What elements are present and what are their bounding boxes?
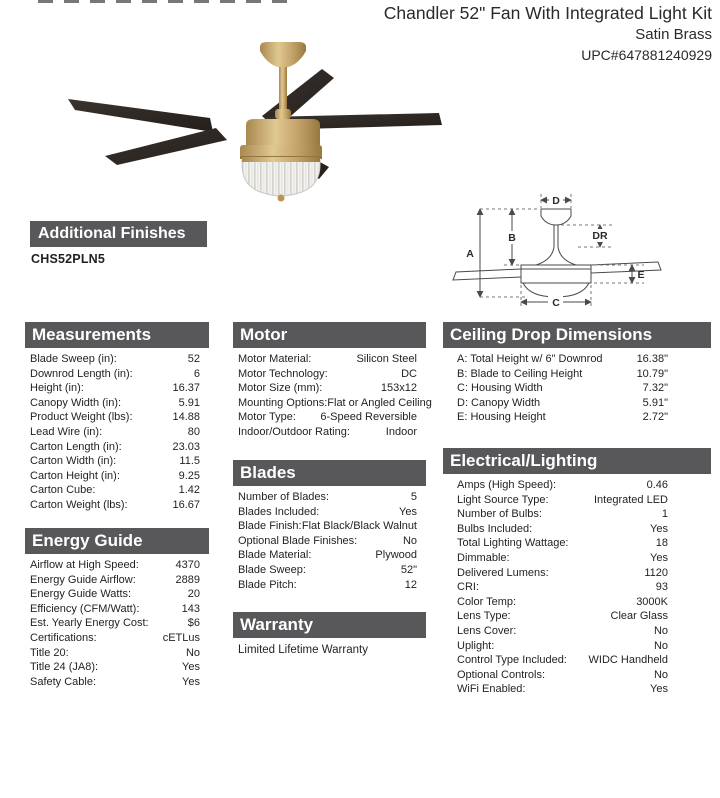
spec-label: Downrod Length (in): bbox=[30, 367, 133, 380]
spec-row bbox=[238, 396, 432, 411]
spec-value: 4370 bbox=[175, 559, 200, 571]
spec-row bbox=[30, 396, 200, 411]
additional-finishes-header: Additional Finishes bbox=[30, 221, 207, 247]
spec-value: 1120 bbox=[644, 566, 668, 579]
spec-value: Integrated LED bbox=[594, 493, 668, 506]
spec-row bbox=[457, 580, 668, 595]
spec-value: Yes bbox=[650, 551, 668, 564]
spec-row bbox=[457, 493, 668, 508]
spec-value: 52 bbox=[187, 353, 200, 365]
spec-label: B: Blade to Ceiling Height bbox=[457, 367, 583, 380]
spec-label: Carton Width (in): bbox=[30, 455, 117, 468]
spec-label: Product Weight (lbs): bbox=[30, 411, 133, 424]
spec-row bbox=[457, 551, 668, 566]
spec-value: 153x12 bbox=[380, 382, 417, 395]
electrical-lighting-header: Electrical/Lighting bbox=[443, 448, 711, 474]
spec-label: Optional Controls: bbox=[457, 668, 546, 681]
spec-row bbox=[30, 498, 200, 513]
spec-row bbox=[30, 675, 200, 690]
fan-finial bbox=[278, 195, 285, 202]
spec-value: Yes bbox=[182, 675, 200, 688]
product-image bbox=[50, 33, 490, 218]
spec-label: Motor Size (mm): bbox=[238, 382, 323, 395]
sku-code: CHS52PLN5 bbox=[31, 252, 106, 266]
spec-value: 11.5 bbox=[179, 455, 200, 468]
spec-row bbox=[457, 624, 668, 639]
spec-value: Clear Glass bbox=[610, 610, 668, 623]
spec-row bbox=[457, 410, 668, 425]
spec-value: 12 bbox=[404, 578, 417, 591]
spec-row bbox=[30, 573, 200, 588]
spec-label: Number of Bulbs: bbox=[457, 508, 542, 521]
spec-value: 16.38" bbox=[636, 353, 668, 365]
dim-label-dr: DR bbox=[592, 230, 608, 242]
spec-row bbox=[238, 505, 417, 520]
ceiling-drop-header: Ceiling Drop Dimensions bbox=[443, 322, 711, 348]
spec-value: 16.67 bbox=[172, 498, 200, 511]
spec-value: 143 bbox=[181, 602, 200, 615]
spec-row bbox=[238, 367, 417, 382]
spec-label: Optional Blade Finishes: bbox=[238, 534, 358, 547]
spec-row bbox=[30, 483, 200, 498]
spec-row bbox=[238, 548, 417, 563]
spec-row bbox=[238, 519, 417, 534]
spec-value: 16.37 bbox=[172, 382, 200, 395]
spec-value: No bbox=[653, 624, 668, 637]
warranty-header: Warranty bbox=[233, 612, 426, 638]
spec-value: DC bbox=[401, 367, 417, 380]
spec-label: Total Lighting Wattage: bbox=[457, 537, 569, 550]
spec-row bbox=[457, 507, 668, 522]
spec-value: 1 bbox=[661, 508, 668, 521]
dim-label-d: D bbox=[552, 195, 560, 207]
spec-value: 52" bbox=[400, 563, 417, 576]
spec-label: Title 24 (JA8): bbox=[30, 661, 99, 674]
spec-label: Light Source Type: bbox=[457, 493, 549, 506]
ceiling-drop-section bbox=[443, 322, 711, 425]
spec-label: Dimmable: bbox=[457, 551, 510, 564]
warranty-section bbox=[233, 612, 426, 656]
spec-label: Carton Weight (lbs): bbox=[30, 498, 128, 511]
page-title: Chandler 52" Fan With Integrated Light Kit bbox=[383, 3, 712, 23]
spec-label: Title 20: bbox=[30, 646, 69, 659]
spec-row bbox=[238, 352, 417, 367]
spec-value: 7.32" bbox=[642, 382, 668, 395]
spec-label: Carton Length (in): bbox=[30, 440, 122, 453]
spec-row bbox=[30, 425, 200, 440]
spec-label: Bulbs Included: bbox=[457, 522, 533, 535]
spec-label: Amps (High Speed): bbox=[457, 479, 557, 491]
spec-label: D: Canopy Width bbox=[457, 396, 541, 409]
motor-section bbox=[233, 322, 432, 440]
spec-label: Delivered Lumens: bbox=[457, 566, 549, 579]
spec-value: 18 bbox=[655, 537, 668, 550]
spec-row bbox=[30, 631, 200, 646]
spec-value: 1.42 bbox=[178, 484, 200, 497]
measurements-header: Measurements bbox=[25, 322, 209, 348]
cropped-brand-logo bbox=[38, 0, 290, 3]
spec-row bbox=[457, 352, 668, 367]
measurements-rows bbox=[25, 348, 209, 513]
spec-row bbox=[457, 682, 668, 697]
spec-value: 5.91 bbox=[178, 396, 200, 409]
spec-value: No bbox=[185, 646, 200, 659]
spec-row bbox=[457, 522, 668, 537]
spec-row bbox=[238, 381, 417, 396]
spec-row bbox=[30, 602, 200, 617]
spec-label: Airflow at High Speed: bbox=[30, 559, 139, 571]
diagram-blade-right bbox=[591, 262, 661, 273]
fan-motor-housing bbox=[240, 119, 322, 159]
spec-row bbox=[30, 367, 200, 382]
spec-value: No bbox=[402, 534, 417, 547]
spec-row bbox=[238, 534, 417, 549]
spec-label: Lens Type: bbox=[457, 610, 511, 623]
spec-value: Indoor bbox=[385, 425, 417, 438]
spec-row bbox=[457, 595, 668, 610]
energy-guide-section bbox=[25, 528, 209, 689]
motor-rows bbox=[233, 348, 432, 440]
spec-row bbox=[30, 469, 200, 484]
spec-label: Blade Sweep: bbox=[238, 563, 306, 576]
spec-row bbox=[30, 440, 200, 455]
spec-value: 6 bbox=[193, 367, 200, 380]
spec-row bbox=[457, 367, 668, 382]
spec-label: Mounting Options: bbox=[238, 396, 328, 409]
spec-row bbox=[238, 425, 417, 440]
dim-label-b: B bbox=[508, 232, 516, 244]
spec-row bbox=[30, 410, 200, 425]
diagram-canopy bbox=[541, 209, 571, 225]
spec-row bbox=[30, 454, 200, 469]
spec-label: Efficiency (CFM/Watt): bbox=[30, 602, 140, 615]
spec-label: Blade Pitch: bbox=[238, 578, 297, 591]
spec-value: 0.46 bbox=[646, 479, 668, 491]
spec-label: Number of Blades: bbox=[238, 491, 330, 503]
spec-label: Certifications: bbox=[30, 631, 97, 644]
spec-value: 5 bbox=[410, 491, 417, 503]
spec-label: Carton Height (in): bbox=[30, 469, 120, 482]
spec-row bbox=[457, 639, 668, 654]
spec-label: Height (in): bbox=[30, 382, 84, 395]
spec-label: Color Temp: bbox=[457, 595, 517, 608]
spec-value: 23.03 bbox=[172, 440, 200, 453]
spec-row bbox=[30, 660, 200, 675]
spec-label: Safety Cable: bbox=[30, 675, 97, 688]
warranty-text: Limited Lifetime Warranty bbox=[238, 644, 368, 656]
spec-label: Blade Sweep (in): bbox=[30, 353, 117, 365]
spec-value: $6 bbox=[187, 617, 200, 630]
spec-label: Uplight: bbox=[457, 639, 495, 652]
spec-label: Indoor/Outdoor Rating: bbox=[238, 425, 350, 438]
spec-value: Plywood bbox=[375, 549, 417, 562]
spec-value: Yes bbox=[182, 661, 200, 674]
blades-section bbox=[233, 460, 426, 592]
motor-header: Motor bbox=[233, 322, 426, 348]
spec-label: Motor Material: bbox=[238, 353, 312, 365]
spec-value: 6-Speed Reversible bbox=[320, 411, 417, 424]
spec-row bbox=[30, 587, 200, 602]
dim-label-e: E bbox=[637, 269, 645, 281]
dimension-diagram bbox=[448, 186, 703, 318]
spec-label: Energy Guide Watts: bbox=[30, 588, 132, 601]
spec-row bbox=[457, 609, 668, 624]
dim-label-a: A bbox=[466, 248, 474, 260]
spec-label: Motor Type: bbox=[238, 411, 296, 424]
upc-code: UPC#647881240929 bbox=[581, 46, 712, 63]
spec-row bbox=[238, 410, 417, 425]
spec-label: Lead Wire (in): bbox=[30, 425, 103, 438]
spec-label: Est. Yearly Energy Cost: bbox=[30, 617, 149, 630]
energy-guide-header: Energy Guide bbox=[25, 528, 209, 554]
spec-row bbox=[30, 646, 200, 661]
spec-value: Yes bbox=[650, 683, 668, 696]
finish-name: Satin Brass bbox=[635, 26, 712, 44]
spec-row bbox=[457, 536, 668, 551]
spec-row bbox=[238, 490, 417, 505]
spec-label: Blade Material: bbox=[238, 549, 312, 562]
spec-label: Control Type Included: bbox=[457, 654, 567, 667]
spec-row bbox=[457, 396, 668, 411]
energy-guide-rows bbox=[25, 554, 209, 689]
spec-label: Motor Technology: bbox=[238, 367, 328, 380]
spec-value: 20 bbox=[187, 588, 200, 601]
spec-value: 9.25 bbox=[178, 469, 200, 482]
spec-label: CRI: bbox=[457, 581, 479, 594]
electrical-lighting-rows bbox=[443, 474, 711, 697]
spec-label: Carton Cube: bbox=[30, 484, 96, 497]
diagram-blade-left bbox=[453, 269, 521, 280]
spec-row bbox=[30, 616, 200, 631]
measurements-section bbox=[25, 322, 209, 513]
spec-value: 10.79" bbox=[636, 367, 668, 380]
spec-value: 5.91" bbox=[642, 396, 668, 409]
spec-value: No bbox=[653, 668, 668, 681]
spec-value: Yes bbox=[650, 522, 668, 535]
spec-label: E: Housing Height bbox=[457, 411, 546, 424]
dim-label-c: C bbox=[552, 297, 560, 309]
spec-value: 2889 bbox=[175, 573, 200, 586]
spec-row bbox=[457, 478, 668, 493]
electrical-lighting-section bbox=[443, 448, 711, 697]
spec-value: Flat or Angled Ceiling bbox=[327, 396, 432, 409]
spec-value: 93 bbox=[655, 581, 668, 594]
spec-value: 14.88 bbox=[172, 411, 200, 424]
spec-row bbox=[457, 668, 668, 683]
spec-label: Canopy Width (in): bbox=[30, 396, 122, 409]
spec-value: No bbox=[653, 639, 668, 652]
spec-row bbox=[238, 578, 417, 593]
spec-row bbox=[457, 653, 668, 668]
spec-label: WiFi Enabled: bbox=[457, 683, 526, 696]
spec-label: Blades Included: bbox=[238, 505, 320, 518]
blades-header: Blades bbox=[233, 460, 426, 486]
spec-row bbox=[457, 381, 668, 396]
ceiling-drop-rows bbox=[443, 348, 711, 425]
spec-label: C: Housing Width bbox=[457, 382, 543, 395]
fan-light-glass bbox=[242, 157, 320, 202]
spec-value: Flat Black/Black Walnut bbox=[301, 520, 417, 533]
blades-rows bbox=[233, 486, 426, 592]
spec-row bbox=[238, 563, 417, 578]
spec-label: Blade Finish: bbox=[238, 520, 302, 533]
spec-row bbox=[457, 566, 668, 581]
spec-row bbox=[30, 558, 200, 573]
diagram-light bbox=[523, 283, 589, 297]
spec-value: Silicon Steel bbox=[356, 353, 417, 365]
spec-value: 3000K bbox=[636, 595, 668, 608]
spec-value: 80 bbox=[187, 425, 200, 438]
spec-row bbox=[30, 352, 200, 367]
spec-value: Yes bbox=[399, 505, 417, 518]
diagram-housing bbox=[521, 265, 591, 283]
spec-value: cETLus bbox=[162, 631, 200, 644]
spec-label: A: Total Height w/ 6" Downrod bbox=[457, 353, 603, 365]
spec-label: Energy Guide Airflow: bbox=[30, 573, 136, 586]
spec-row bbox=[30, 381, 200, 396]
spec-value: 2.72" bbox=[642, 411, 668, 424]
spec-label: Lens Cover: bbox=[457, 624, 517, 637]
spec-value: WIDC Handheld bbox=[588, 654, 668, 667]
